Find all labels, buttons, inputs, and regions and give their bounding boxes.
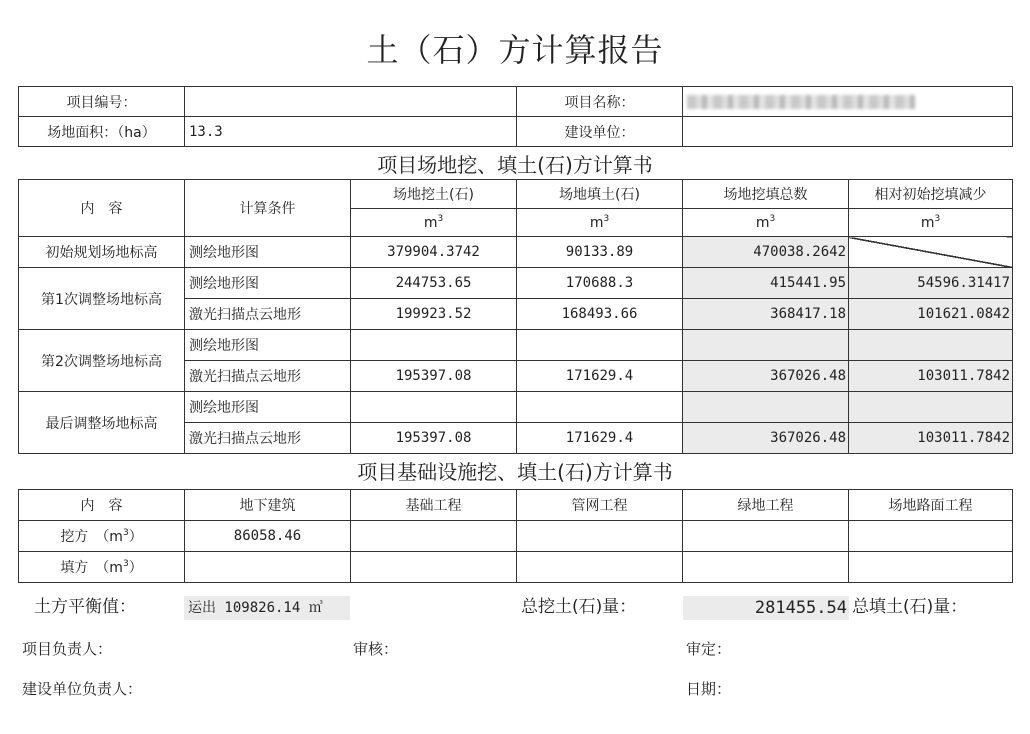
infra-col-content: 内 容 [19,490,185,521]
total-cell: 368417.18 [683,299,849,330]
project-name-value [683,87,1013,117]
total-cut-value: 281455.54 [683,596,849,620]
infra-fill-cell [849,552,1013,583]
total-cut-label: 总挖土(石)量： [521,597,637,617]
infra-fill-cell [517,552,683,583]
project-no-label: 项目编号： [19,87,185,117]
reduce-cell: 101621.0842 [849,299,1013,330]
condition-cell: 测绘地形图 [185,392,351,423]
reduce-cell: 103011.7842 [849,423,1013,454]
col-cut: 场地挖土(石) [351,180,517,209]
fill-cell: 171629.4 [517,361,683,392]
infra-fill-cell [185,552,351,583]
builder-value [683,117,1013,147]
total-cell [683,392,849,423]
site-section-title: 项目场地挖、填土(石)方计算书 [377,153,653,177]
balance-label: 土方平衡值： [34,597,136,617]
total-cell [683,330,849,361]
infra-cut-cell [351,521,517,552]
cut-cell [351,392,517,423]
col-condition: 计算条件 [185,180,351,237]
condition-cell: 激光扫描点云地形 [185,361,351,392]
area-label: 场地面积：（ha） [19,117,185,147]
reduce-cell [849,392,1013,423]
fill-cell: 90133.89 [517,237,683,268]
infra-col: 管网工程 [517,490,683,521]
total-cell: 470038.2642 [683,237,849,268]
infra-fill-cell [683,552,849,583]
cut-cell: 379904.3742 [351,237,517,268]
reduce-cell: 54596.31417 [849,268,1013,299]
col-total: 场地挖填总数 [683,180,849,209]
condition-cell: 测绘地形图 [185,330,351,361]
leader-signature: 项目负责人： [22,640,113,658]
fill-row-label: 填方 $(m^3)$ [19,552,185,583]
total-cell: 415441.95 [683,268,849,299]
col-reduce: 相对初始挖填减少 [849,180,1013,209]
reduce-cell: 103011.7842 [849,361,1013,392]
project-name-label: 项目名称： [517,87,683,117]
reduce-cell-diagonal [849,237,1013,268]
unit-total: $m^3$ [683,209,849,237]
review-signature: 审核： [353,640,399,658]
unit-cut: $m^3$ [351,209,517,237]
infra-cut-cell: 86058.46 [185,521,351,552]
condition-cell: 激光扫描点云地形 [185,423,351,454]
condition-cell: 测绘地形图 [185,237,351,268]
group-name: 最后调整场地标高 [19,392,185,454]
group-name: 第2次调整场地标高 [19,330,185,392]
date-field: 日期： [686,680,732,698]
infra-fill-cell [351,552,517,583]
total-cell: 367026.48 [683,361,849,392]
infra-col: 基础工程 [351,490,517,521]
infra-cut-fill-table [18,489,1013,583]
infra-section-title: 项目基础设施挖、填土(石)方计算书 [357,460,673,484]
cut-cell: 195397.08 [351,361,517,392]
area-value: 13.3 [185,117,517,147]
site-cut-fill-table [18,179,1013,454]
unit-fill: $m^3$ [517,209,683,237]
approve-signature: 审定： [686,640,732,658]
col-fill: 场地填土(石) [517,180,683,209]
total-cell: 367026.48 [683,423,849,454]
fill-cell: 171629.4 [517,423,683,454]
cut-cell [351,330,517,361]
fill-cell [517,330,683,361]
cut-cell: 199923.52 [351,299,517,330]
group-name: 初始规划场地标高 [19,237,185,268]
project-no-value [185,87,517,117]
condition-cell: 激光扫描点云地形 [185,299,351,330]
infra-col: 绿地工程 [683,490,849,521]
balance-value: 运出 109826.14 ㎥ [184,596,350,620]
group-name: 第1次调整场地标高 [19,268,185,330]
total-fill-label: 总填土(石)量： [852,597,968,617]
col-content: 内 容 [19,180,185,237]
infra-cut-cell [517,521,683,552]
builder-leader-signature: 建设单位负责人： [22,680,143,698]
condition-cell: 测绘地形图 [185,268,351,299]
reduce-cell [849,330,1013,361]
redacted-project-name [687,95,915,109]
fill-cell [517,392,683,423]
infra-col: 场地路面工程 [849,490,1013,521]
unit-reduce: $m^3$ [849,209,1013,237]
cut-cell: 195397.08 [351,423,517,454]
project-info-table [18,86,1013,147]
fill-cell: 170688.3 [517,268,683,299]
fill-cell: 168493.66 [517,299,683,330]
infra-cut-cell [683,521,849,552]
infra-col: 地下建筑 [185,490,351,521]
cut-row-label: 挖方 $(m^3)$ [19,521,185,552]
cut-cell: 244753.65 [351,268,517,299]
builder-label: 建设单位： [517,117,683,147]
report-title: 土（石）方计算报告 [366,31,664,69]
infra-cut-cell [849,521,1013,552]
